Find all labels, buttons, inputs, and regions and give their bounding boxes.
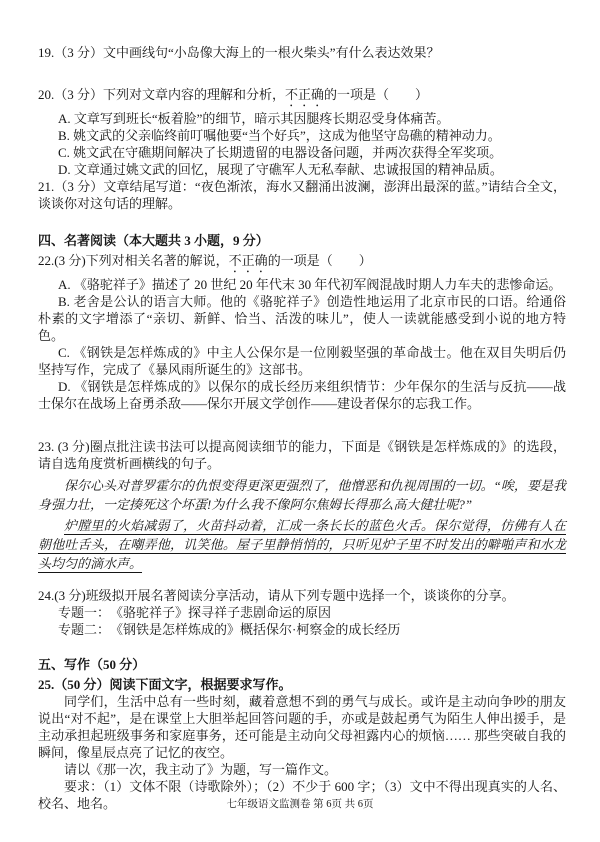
question-22-stem: [38, 252, 566, 276]
q22-stem-prefix: 22.(3 分)下列对相关名著的解说，: [38, 253, 229, 268]
question-21: 21.（3 分）文章结尾写道：“夜色渐浓，海水又翻涌出波澜，澎湃出最深的蓝。”请结合全文，谈谈你对这句话的理解。: [38, 179, 566, 211]
q20-option-d: D. 文章通过姚文武的回忆，展现了守礁军人无私奉献、忠诚报国的精神品质。: [58, 162, 503, 177]
question-23-stem: 23. (3 分)圈点批注读书法可以提高阅读细节的能力，下面是《钢铁是怎样炼成的》的选段，请自选角度赏析画横线的句子。: [38, 439, 566, 471]
q24-topic-1: 专题一： 《骆驼祥子》探寻祥子悲剧命运的原因: [58, 605, 332, 620]
page-footer: 七年级语文监测卷 第 6页 共 6页: [226, 799, 374, 810]
q23-excerpt-underlined-sentence: 炉膛里的火焰减弱了，火苗抖动着，汇成一条长长的蓝色火舌。保尔觉得，仿佛有人在朝他吐舌头，在嘲弄他，讥笑他。屋子里静悄悄的，只听见炉子里不时发出的噼啪声和水龙头均匀的滴水声。: [38, 518, 566, 571]
q20-stem-suffix: 的一项是（ ）: [324, 87, 429, 102]
q22-option-d: D. 《钢铁是怎样炼成的》以保尔的成长经历来组织情节：少年保尔的生活与反抗——战士保尔在战场上奋勇杀敌——保尔开展文学创作——建设者保尔的忘我工作。: [38, 379, 566, 411]
question-25-stem: 25.（50 分）阅读下面文字，根据要求写作。: [38, 677, 292, 692]
question-19: 19.（3 分）文中画线句“小岛像大海上的一根火柴头”有什么表达效果？: [38, 45, 440, 60]
q25-requirements: 要求：（1）文体不限（诗歌除外）；（2）不少于 600 字；（3）文中不得出现真实的人名、校名、地名。: [38, 779, 566, 811]
q22-option-a: A. 《骆驼祥子》描述了 20 世纪 20 年代末 30 年代初军阀混战时期人力车夫的悲惨命运。: [58, 277, 562, 292]
q20-option-b: B. 姚文武的父亲临终前叮嘱他要“当个好兵”，这成为他坚守岛礁的精神动力。: [58, 128, 501, 143]
q22-option-c: C. 《钢铁是怎样炼成的》中主人公保尔是一位刚毅坚强的革命战士。他在双目失明后仍坚持写作，完成了《暴风雨所诞生的》这部书。: [38, 345, 566, 377]
question-22-options: [38, 276, 566, 412]
q22-stem-emphasis: 不正确: [228, 253, 268, 268]
section-4-title: 四、名著阅读（本大题共 3 小题，9 分）: [38, 233, 269, 248]
section-5-title: 五、写作（50 分）: [38, 657, 146, 672]
q22-option-b: B. 老舍是公认的语言大师。他的《骆驼祥子》创造性地运用了北京市民的口语。给通俗朴素的文字增添了“亲切、新鲜、恰当、活泼的味儿”，使人一读就能感受到小说的地方特色。: [38, 294, 566, 343]
q24-topic-2: 专题二： 《钢铁是怎样炼成的》概括保尔·柯察金的成长经历: [58, 622, 401, 637]
q25-prompt-paragraph: 同学们，生活中总有一些时刻，藏着意想不到的勇气与成长。或许是主动向争吵的朋友说出“对不起”，是在课堂上大胆举起回答问题的手，亦或是鼓起勇气为陌生人伸出援手，是主动承担起班级事务和家庭事务，还可能是主动向父母袒露内心的烦恼…… 那些突破自我的瞬间，像星辰点亮了记忆的夜空。: [38, 694, 566, 760]
q20-option-c: C. 姚文武在守礁期间解决了长期遗留的电器设备问题，并两次获得全军奖项。: [58, 145, 503, 160]
question-20-options: [38, 110, 566, 178]
q20-stem-emphasis: 不正确: [285, 87, 325, 102]
q20-stem-prefix: 20.（3 分）下列对文章内容的理解和分析，: [38, 87, 286, 102]
question-24-stem: 24.(3 分)班级拟开展名著阅读分享活动，请从下列专题中选择一个，谈谈你的分享。: [38, 588, 515, 603]
question-20-stem: [38, 86, 566, 110]
q20-option-a: A. 文章写到班长“板着脸”的细节，暗示其因腿疼长期忍受身体痛苦。: [58, 111, 450, 126]
q22-stem-suffix: 的一项是（ ）: [267, 253, 372, 268]
q25-title-line: 请以《那一次，我主动了》为题，写一篇作文。: [64, 762, 338, 777]
q23-excerpt-paragraph: 保尔心头对普罗霍尔的仇恨变得更深更强烈了，他憎恶和仇视周围的一切。“唉，要是我身强力壮，一定揍死这个坏蛋!为什么我不像阿尔焦姆长得那么高大健壮呢?”: [38, 478, 566, 512]
